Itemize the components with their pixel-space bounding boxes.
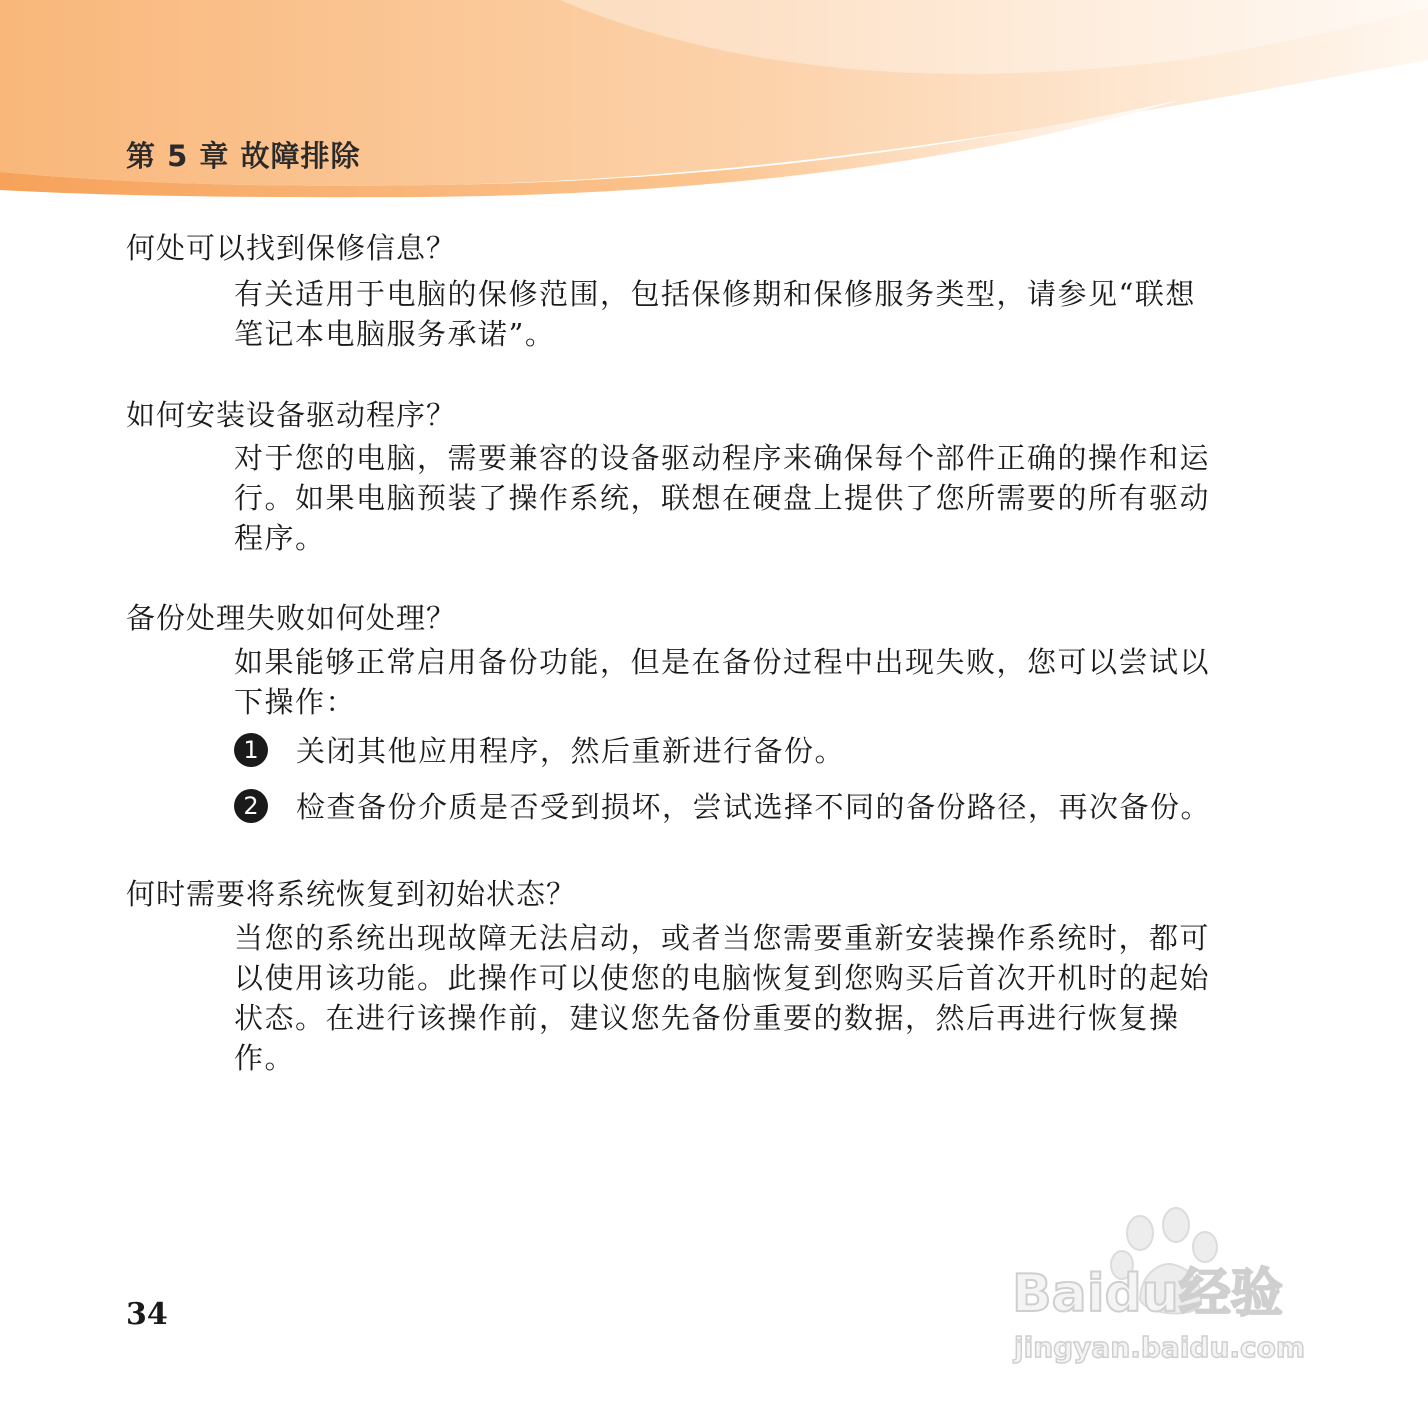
question-heading-warranty: 何处可以找到保修信息？ xyxy=(126,231,457,265)
answer-line: 对于您的电脑，需要兼容的设备驱动程序来确保每个部件正确的操作和运 xyxy=(234,441,1211,475)
page-number: 34 xyxy=(126,1297,168,1332)
step-number-2-icon: 2 xyxy=(234,789,268,823)
answer-line: 当您的系统出现故障无法启动，或者当您需要重新安装操作系统时，都可 xyxy=(234,921,1211,955)
answer-drivers xyxy=(234,438,1260,558)
watermark-url: jingyan.baidu.com xyxy=(1014,1331,1306,1364)
answer-line: 笔记本电脑服务承诺”。 xyxy=(234,317,556,351)
answer-backup xyxy=(234,642,1260,722)
step-number-1-icon: 1 xyxy=(234,733,268,767)
answer-line: 行。如果电脑预装了操作系统，联想在硬盘上提供了您所需要的所有驱动 xyxy=(234,481,1211,515)
step-text-1: 关闭其他应用程序，然后重新进行备份。 xyxy=(296,734,846,768)
baidu-watermark xyxy=(1000,1205,1350,1380)
answer-line: 以使用该功能。此操作可以使您的电脑恢复到您购买后首次开机时的起始 xyxy=(234,961,1211,995)
question-heading-drivers: 如何安装设备驱动程序？ xyxy=(126,398,457,432)
watermark-brand: Baidu经验 xyxy=(1012,1264,1283,1324)
step-text-2: 检查备份介质是否受到损坏，尝试选择不同的备份路径，再次备份。 xyxy=(296,790,1212,824)
answer-line: 状态。在进行该操作前，建议您先备份重要的数据，然后再进行恢复操 xyxy=(234,1001,1180,1035)
answer-warranty xyxy=(234,274,1260,354)
answer-line: 如果能够正常启用备份功能，但是在备份过程中出现失败，您可以尝试以 xyxy=(234,645,1211,679)
step-item-1 xyxy=(234,731,1294,771)
answer-restore xyxy=(234,918,1260,1078)
answer-line: 作。 xyxy=(234,1041,296,1075)
answer-line: 下操作： xyxy=(234,685,357,719)
chapter-title: 第 5 章 故障排除 xyxy=(126,139,361,173)
question-heading-backup: 备份处理失败如何处理？ xyxy=(126,601,457,635)
answer-line: 程序。 xyxy=(234,521,326,555)
step-item-2 xyxy=(234,787,1294,827)
question-heading-restore: 何时需要将系统恢复到初始状态？ xyxy=(126,877,577,911)
answer-line: 有关适用于电脑的保修范围，包括保修期和保修服务类型，请参见“联想 xyxy=(234,277,1196,311)
